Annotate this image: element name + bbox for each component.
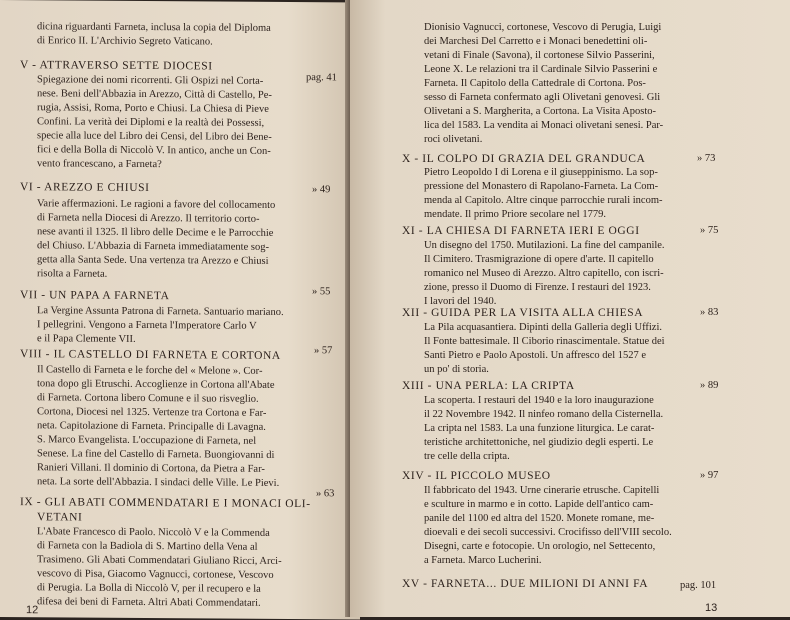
section-line: un po' di storia. <box>424 364 489 375</box>
section-heading-cont: VETANI <box>37 511 83 524</box>
section-line: tre celle della cripta. <box>424 451 510 462</box>
section-line: di Farneta. Cortona libero Comune e il suo risveglio. <box>37 392 259 405</box>
section-line: La Pila acquasantiera. Dipinti della Galleria degli Uffizi. <box>424 322 663 333</box>
section-line: e sculture in marmo e in cotto. Lapide dell'antico cam- <box>424 499 654 510</box>
section-line: I lavori del 1940. <box>424 296 497 307</box>
section-line: getta alla Santa Sede. Una vertenza tra Arezzo e Chiusi <box>37 254 269 267</box>
section-line: fici e della Bolla di Niccolò V. In antico, anche un Con- <box>37 144 271 157</box>
section-heading: XIII - UNA PERLA: LA CRIPTA <box>402 380 575 392</box>
section-line: vescovo di Pisa, Giacomo Vagnucci, cortonese, Vescovo <box>37 568 274 581</box>
page-ref: » 63 <box>316 488 335 500</box>
page-ref: » 75 <box>700 225 719 236</box>
section-line: Trasimeno. Gli Abati Commendatari Giuliano Ricci, Arci- <box>37 554 282 567</box>
section-line: Santi Pietro e Paolo Apostoli. Un affresco del 1527 e <box>424 350 647 361</box>
page-number: 13 <box>705 602 718 614</box>
section-line: panile del 1100 ed altra del 1520. Monete romane, me- <box>424 513 655 524</box>
section-line: il 22 Novembre 1942. Il ninfeo romano della Cisternella. <box>424 409 664 420</box>
section-line: La cripta nel 1583. La una funzione liturgica. Le carat- <box>424 423 655 434</box>
page-ref: pag. 41 <box>306 72 337 84</box>
section-line: mendate. Il primo Priore secolare nel 1779. <box>424 209 606 220</box>
intro-line: sesso di Farneta confermato agli Olivetani genovesi. Gli <box>424 92 661 103</box>
section-line: zione, presso il Duomo di Firenze. I restauri del 1923. <box>424 282 651 293</box>
section-line: L'Abate Francesco di Paolo. Niccolò V e la Commenda <box>37 526 270 539</box>
section-heading: VI - AREZZO E CHIUSI <box>20 181 150 195</box>
page-ref: pag. 101 <box>680 580 717 591</box>
section-line: Ranieri Villani. Il dominio di Cortona, da Pietra a Far- <box>37 462 265 475</box>
section-line: Il Castello di Farneta e le forche del « Melone ». Cor- <box>37 364 263 377</box>
section-line: teristiche architettoniche, nel giudizio degli esperti. Le <box>424 437 654 448</box>
section-line: pressione del Monastero di Rapolano-Farneta. La Com- <box>424 181 659 192</box>
section-line: La Vergine Assunta Patrona di Farneta. Santuario mariano. <box>37 305 284 318</box>
section-line: dioevali e dei secoli successivi. Crocifisso dell'VIII secolo. <box>424 527 672 538</box>
section-line: Il Fonte battesimale. Il Ciborio rinascimentale. Statue dei <box>424 336 665 347</box>
section-line: I pellegrini. Vengono a Farneta l'Imperatore Carlo V <box>37 319 257 332</box>
section-heading: XII - GUIDA PER LA VISITA ALLA CHIESA <box>402 307 644 319</box>
section-heading: XV - FARNETA... DUE MILIONI DI ANNI FA <box>402 578 649 590</box>
section-line: specie alla luce del Libro dei Censi, del Libro dei Bene- <box>37 130 272 143</box>
intro-line: Olivetani a S. Margherita, a Cortona. La Visita Aposto- <box>424 106 656 117</box>
section-heading: X - IL COLPO DI GRAZIA DEL GRANDUCA <box>402 153 646 165</box>
section-heading: V - ATTRAVERSO SETTE DIOCESI <box>20 59 213 73</box>
section-line: tona dopo gli Etruschi. Accoglienze in Cortona all'Abate <box>37 378 275 391</box>
section-line: La scoperta. I restauri del 1940 e la loro inaugurazione <box>424 395 654 406</box>
section-heading: XI - LA CHIESA DI FARNETA IERI E OGGI <box>402 225 640 237</box>
section-line: Cortona, Diocesi nel 1325. Vertenze tra Cortona e Far- <box>37 406 267 419</box>
section-line: di Perugia. La Bolla di Niccolò V, per il recupero e la <box>37 582 261 595</box>
page-ref: » 73 <box>697 153 716 164</box>
section-line: del Chiuso. L'Abbazia di Farneta immediatamente sog- <box>37 240 269 253</box>
page-ref: » 83 <box>700 307 719 318</box>
section-line: nese avanti il 1325. Il libro delle Decime e le Parrocchie <box>37 226 274 239</box>
intro-line: Farneta. Il Capitolo della Cattedrale di Cortona. Pos- <box>424 78 646 89</box>
intro-line: Leone X. Le relazioni tra il Cardinale Silvio Passerini e <box>424 64 658 75</box>
section-line: Senese. La fine del Castello di Farneta. Buongiovanni di <box>37 448 275 461</box>
section-line: neta. Capitolazione di Farneta. Principalle di Lavagna. <box>37 420 266 433</box>
intro-line: dei Marchesi Del Carretto e i Monaci benedettini oli- <box>424 36 648 47</box>
section-line: di Farneta con la Badiola di S. Martino della Vena al <box>37 540 258 553</box>
page-ref: » 49 <box>312 184 331 196</box>
intro-line: vetani di Finale (Savona), il cortonese Silvio Passerini, <box>424 50 655 61</box>
section-line: difesa dei beni di Farneta. Altri Abati Commendatari. <box>37 596 261 609</box>
section-line: Disegni, carte e fotocopie. Un orologio, nel Settecento, <box>424 541 656 552</box>
section-line: Il Cimitero. Trasmigrazione di opere d'arte. Il capitello <box>424 254 654 265</box>
intro-line: dicina riguardanti Farneta, inclusa la copia del Diploma <box>37 21 271 34</box>
section-line: Confini. La verità dei Diplomi e la realtà dei Possessi, <box>37 116 265 129</box>
intro-line: di Enrico II. L'Archivio Segreto Vaticano. <box>37 35 213 48</box>
section-line: rugia, Assisi, Roma, Porto e Chiusi. La Chiesa di Pieve <box>37 102 269 115</box>
section-heading: VIII - IL CASTELLO DI FARNETA E CORTONA <box>20 348 281 362</box>
intro-line: roci olivetani. <box>424 134 483 145</box>
page-ref: » 89 <box>700 380 719 391</box>
section-line: Il fabbricato del 1943. Urne cinerarie etrusche. Capitelli <box>424 485 660 496</box>
section-line: Varie affermazioni. Le ragioni a favore del collocamento <box>37 198 276 211</box>
section-line: Spiegazione dei nomi ricorrenti. Gli Ospizi nel Corta- <box>37 74 264 87</box>
page-ref: » 55 <box>312 286 331 298</box>
section-heading: VII - UN PAPA A FARNETA <box>20 289 170 303</box>
page-number: 12 <box>26 604 39 617</box>
section-line: vento francescano, a Farneta? <box>37 158 162 171</box>
section-line: neta. La sorte dell'Abbazia. I sindaci delle Ville. Le Pievi. <box>37 476 280 489</box>
section-line: Un disegno del 1750. Mutilazioni. La fine del campanile. <box>424 240 665 251</box>
section-line: Pietro Leopoldo I di Lorena e il giuseppinismo. La sop- <box>424 167 658 178</box>
section-line: nese. Beni dell'Abbazia in Arezzo, Città di Castello, Pe- <box>37 88 272 101</box>
section-heading: IX - GLI ABATI COMMENDATARI E I MONACI OLI- <box>20 496 311 511</box>
section-line: di Farneta nella Diocesi di Arezzo. Il territorio corto- <box>37 212 260 225</box>
intro-line: Dionisio Vagnucci, cortonese, Vescovo di Perugia, Luigi <box>424 22 662 33</box>
section-line: a Farneta. Marco Lucherini. <box>424 555 542 566</box>
left-page <box>0 0 360 620</box>
section-line: menda al Capitolo. Altre cinque parrocchie rurali incom- <box>424 195 663 206</box>
section-line: risolta a Farneta. <box>37 268 108 280</box>
section-line: romanico nel Museo di Arezzo. Altro capitello, con iscri- <box>424 268 664 279</box>
intro-line: lica del 1583. La vendita ai Monaci olivetani senesi. Par- <box>424 120 664 131</box>
page-ref: » 57 <box>314 345 333 357</box>
section-line: e il Papa Clemente VII. <box>37 333 136 345</box>
section-heading: XIV - IL PICCOLO MUSEO <box>402 470 551 482</box>
section-line: S. Marco Evangelista. L'occupazione di Farneta, nel <box>37 434 257 447</box>
right-page <box>350 0 790 617</box>
page-ref: » 97 <box>700 470 719 481</box>
